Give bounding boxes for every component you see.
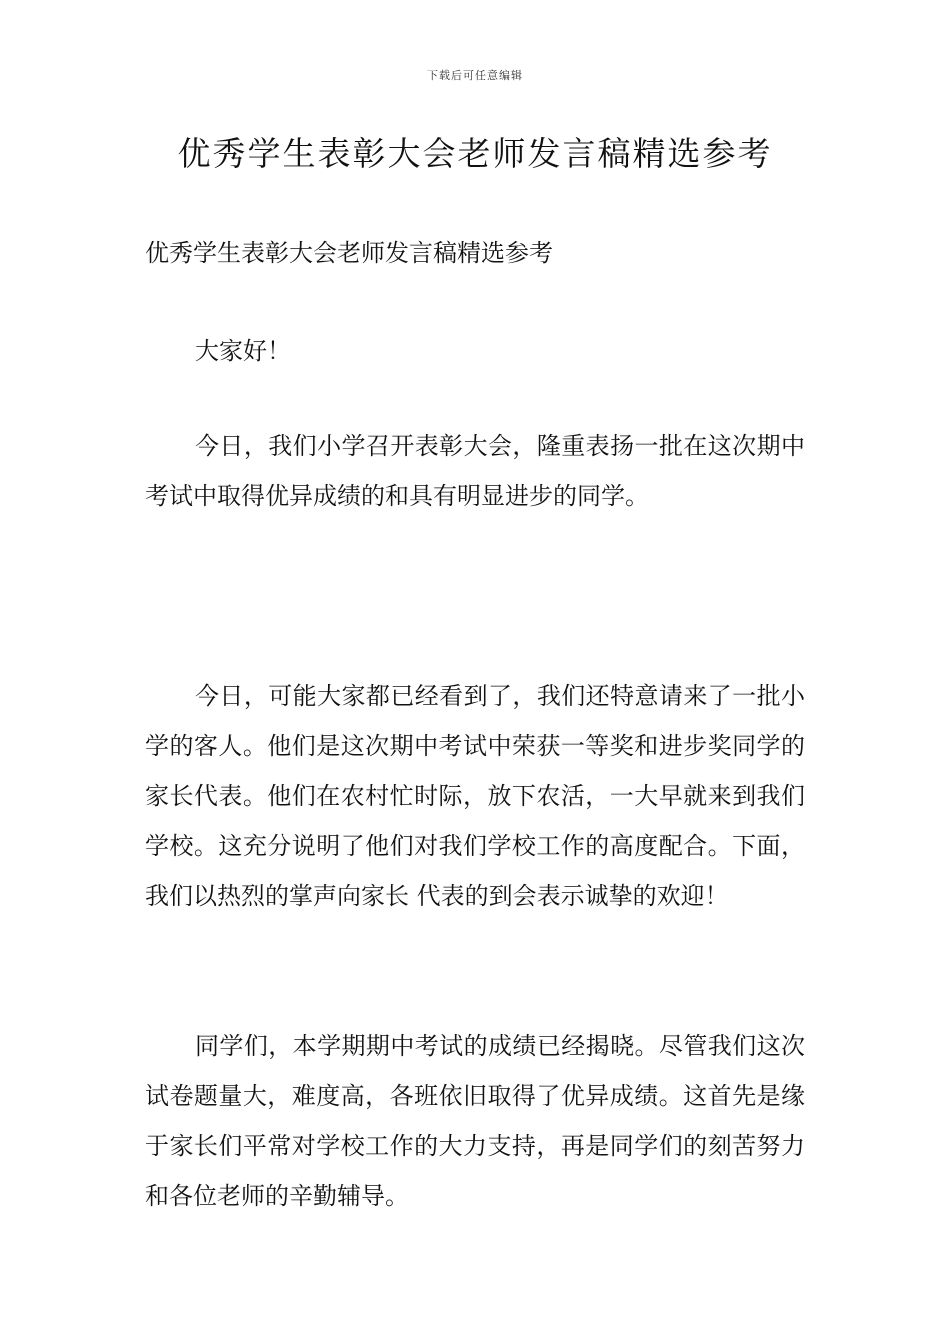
body-paragraph: 同学们，本学期期中考试的成绩已经揭晓。尽管我们这次试卷题量大，难度高，各班依旧取得了优异成绩。这首先是缘于家长们平常对学校工作的大力支持，再是同学们的刻苦努力和各位老师的辛勤辅导。 (145, 1032, 805, 1210)
document-subtitle: 优秀学生表彰大会老师发言稿精选参考 (145, 239, 553, 267)
document-title: 优秀学生表彰大会老师发言稿精选参考 (177, 134, 773, 173)
header-note: 下载后可任意编辑 (427, 69, 523, 82)
body-paragraph: 今日，可能大家都已经看到了，我们还特意请来了一批小学的客人。他们是这次期中考试中荣获一等奖和进步奖同学的家长代表。他们在农村忙时际，放下农活，一大早就来到我们学校。这充分说明了他们对我们学校工作的高度配合。下面，我们以热烈的掌声向家长 代表的到会表示诚挚的欢迎！ (145, 682, 805, 910)
greeting-paragraph: 大家好！ (195, 337, 291, 365)
body-paragraph: 今日，我们小学召开表彰大会，隆重表扬一批在这次期中考试中取得优异成绩的和具有明显进步的同学。 (145, 432, 805, 510)
